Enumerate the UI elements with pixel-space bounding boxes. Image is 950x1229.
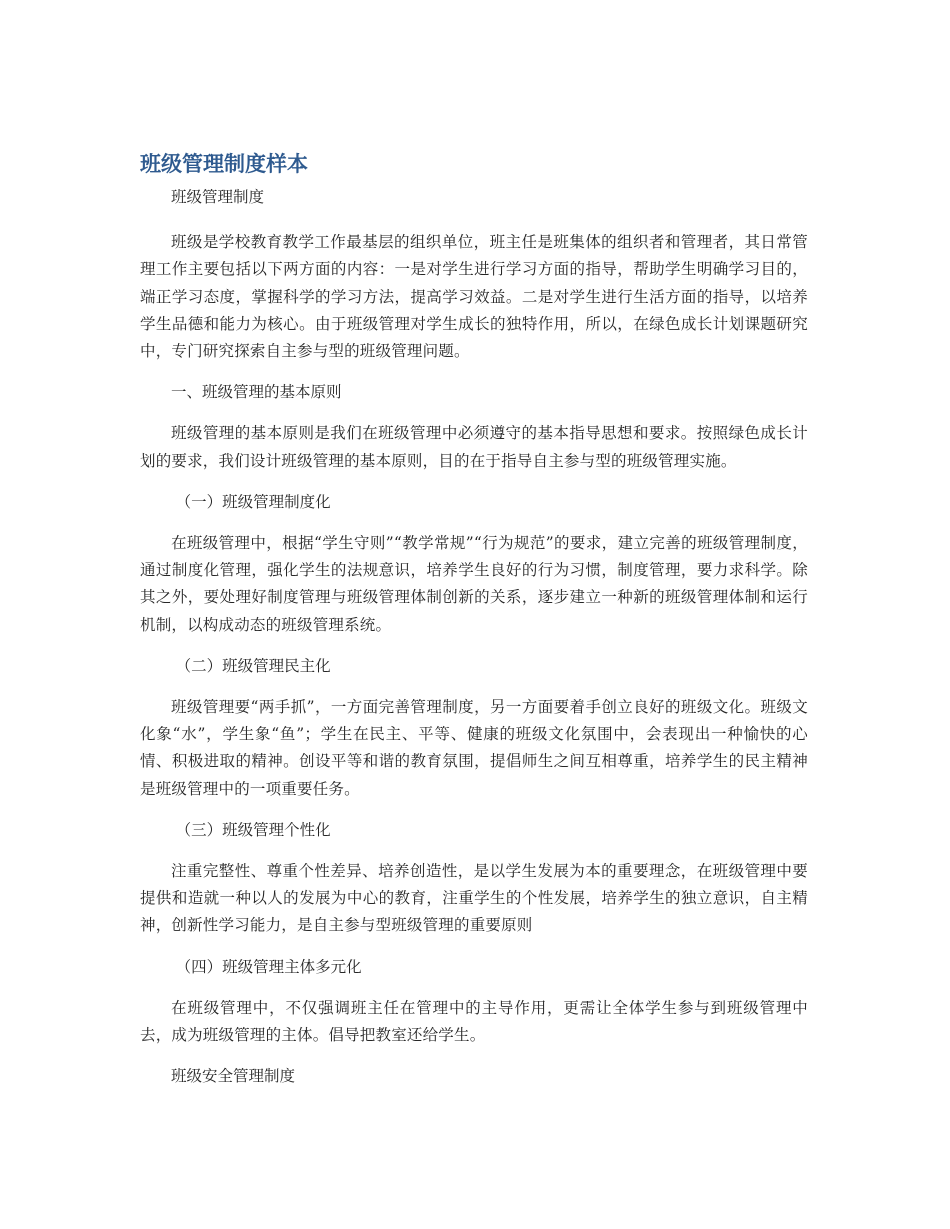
- item-paragraph-diversification: 在班级管理中，不仅强调班主任在管理中的主导作用，更需让全体学生参与到班级管理中去，成为班级管理的主体。倡导把教室还给学生。: [140, 998, 808, 1045]
- document-content: [140, 150, 808, 1104]
- document-title: 班级管理制度样本: [140, 152, 308, 176]
- item-paragraph-institutionalization: 在班级管理中，根据“学生守则”“教学常规”“行为规范”的要求，建立完善的班级管理制度，通过制度化管理，强化学生的法规意识，培养学生良好的行为习惯，制度管理，要力求科学。除其之外，要处理好制度管理与班级管理体制创新的关系，逐步建立一种新的班级管理体制和运行机制，以构成动态的班级管理系统。: [140, 534, 808, 634]
- item-heading-democratization: （二）班级管理民主化: [175, 656, 331, 675]
- item-heading-institutionalization: （一）班级管理制度化: [175, 492, 331, 511]
- document-subtitle: 班级管理制度: [171, 188, 265, 206]
- next-section-heading: 班级安全管理制度: [171, 1067, 296, 1086]
- section-heading-principles: 一、班级管理的基本原则: [171, 383, 342, 402]
- item-heading-diversification: （四）班级管理主体多元化: [175, 957, 362, 976]
- section-paragraph-principles: 班级管理的基本原则是我们在班级管理中必须遵守的基本指导思想和要求。按照绿色成长计划的要求，我们设计班级管理的基本原则，目的在于指导自主参与型的班级管理实施。: [140, 424, 808, 470]
- item-paragraph-democratization: 班级管理要“两手抓”，一方面完善管理制度，另一方面要着手创立良好的班级文化。班级文化象“水”，学生象“鱼”；学生在民主、平等、健康的班级文化氛围中，会表现出一种愉快的心情、积极进取的精神。创设平等和谐的教育氛围，提倡师生之间互相尊重，培养学生的民主精神是班级管理中的一项重要任务。: [140, 698, 808, 798]
- item-paragraph-individualization: 注重完整性、尊重个性差异、培养创造性，是以学生发展为本的重要理念，在班级管理中要提供和造就一种以人的发展为中心的教育，注重学生的个性发展，培养学生的独立意识，自主精神，创新性学习能力，是自主参与型班级管理的重要原则: [140, 862, 808, 935]
- intro-paragraph: 班级是学校教育教学工作最基层的组织单位，班主任是班集体的组织者和管理者，其日常管理工作主要包括以下两方面的内容：一是对学生进行学习方面的指导，帮助学生明确学习目的，端正学习态度，掌握科学的学习方法，提高学习效益。二是对学生进行生活方面的指导，以培养学生品德和能力为核心。由于班级管理对学生成长的独特作用，所以，在绿色成长计划课题研究中，专门研究探索自主参与型的班级管理问题。: [140, 233, 808, 361]
- item-heading-individualization: （三）班级管理个性化: [175, 820, 331, 839]
